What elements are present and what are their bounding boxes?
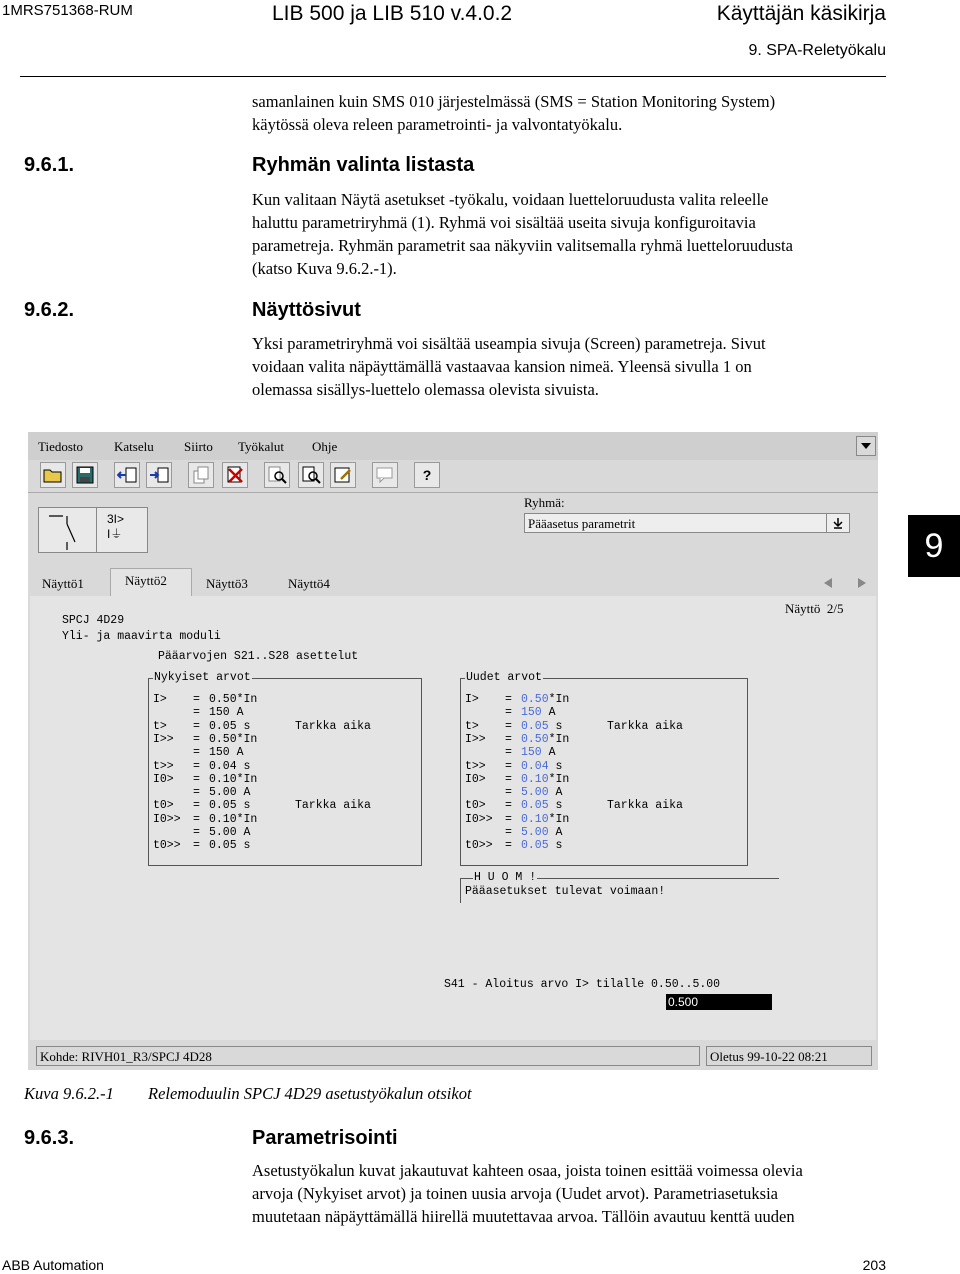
param-value: 5.00 xyxy=(209,826,237,839)
param-equals: = xyxy=(193,719,200,733)
header-rule xyxy=(20,76,886,77)
relay-icon-text: 3I> xyxy=(107,512,125,526)
param-value[interactable]: 0.05 xyxy=(521,719,549,733)
param-equals: = xyxy=(505,693,512,706)
open-folder-icon[interactable] xyxy=(40,462,66,488)
para-line: Yksi parametriryhmä voi sisältää useampia sivuja (Screen) parametreja. Sivut xyxy=(252,334,766,353)
param-equals: = xyxy=(193,839,200,853)
page-tabs xyxy=(28,566,878,596)
param-label: I0>> xyxy=(465,812,493,826)
chapter-title: 9. SPA-Reletyökalu xyxy=(748,42,886,59)
relay-icon[interactable] xyxy=(96,507,148,553)
switch-icon[interactable] xyxy=(38,507,98,553)
footer-company: ABB Automation xyxy=(2,1257,104,1273)
menu-tools[interactable]: Työkalut xyxy=(238,439,285,454)
param-label: I> xyxy=(153,693,167,706)
notice-title: H U O M ! xyxy=(474,871,537,884)
param-label: I0> xyxy=(465,772,486,786)
param-label: t0>> xyxy=(153,839,181,853)
param-unit: s xyxy=(236,839,251,853)
param-label: I0> xyxy=(153,772,174,786)
param-label: I>> xyxy=(465,732,486,746)
param-label: t0>> xyxy=(465,839,493,853)
notice-box xyxy=(460,871,779,903)
para-line: Asetustyökalun kuvat jakautuvat kahteen osaa, joista toinen esittää voimessa olevia xyxy=(252,1161,803,1180)
param-equals: = xyxy=(505,759,512,773)
relay-icon-text: I⏚ xyxy=(107,527,123,541)
section-number: 9.6.2. xyxy=(24,299,75,321)
new-values-title: Uudet arvot xyxy=(466,671,542,684)
param-unit: s xyxy=(236,759,251,773)
settings-page-icon[interactable] xyxy=(188,462,214,488)
param-unit: s xyxy=(236,719,251,733)
param-equals: = xyxy=(193,759,200,773)
para-line: (katso Kuva 9.6.2.-1). xyxy=(252,259,397,278)
section-title: Ryhmän valinta listasta xyxy=(252,154,475,176)
section-paragraph xyxy=(252,332,892,401)
param-label: I>> xyxy=(153,732,174,746)
page-number: 203 xyxy=(862,1257,886,1273)
menu-bar xyxy=(28,432,878,460)
param-label: t0> xyxy=(465,799,486,813)
doc-id: 1MRS751368-RUM xyxy=(2,2,133,19)
param-unit: A xyxy=(236,826,251,839)
toolbar xyxy=(28,460,878,493)
section-title: Näyttösivut xyxy=(252,299,361,321)
menu-view[interactable]: Katselu xyxy=(114,439,154,454)
param-unit: s xyxy=(548,839,563,853)
section-number: 9.6.3. xyxy=(24,1127,75,1149)
status-target: Kohde: RIVH01_R3/SPCJ 4D28 xyxy=(36,1046,700,1066)
param-label: t>> xyxy=(465,759,486,773)
para-line: haluttu parametriryhmä (1). Ryhmä voi sisältää useita sivuja konfiguroitavia xyxy=(252,213,756,232)
param-note: Tarkka aika xyxy=(295,719,371,733)
param-label: I> xyxy=(465,693,479,706)
param-equals: = xyxy=(193,786,200,800)
arrow-down-icon[interactable] xyxy=(826,514,849,532)
upload-icon[interactable] xyxy=(114,462,140,488)
notice-text: Pääasetukset tulevat voimaan! xyxy=(465,885,666,898)
param-value[interactable]: 0.10 xyxy=(521,812,549,826)
para-line: voidaan valita näpäyttämällä vastaavaa kansion nimeä. Yleensä sivulla 1 on xyxy=(252,357,752,376)
param-unit: s xyxy=(236,799,251,813)
tab-screen2[interactable]: Näyttö2 xyxy=(110,568,192,596)
menu-help[interactable]: Ohje xyxy=(312,439,338,454)
group-select[interactable] xyxy=(524,513,850,533)
tab-screen4[interactable]: Näyttö4 xyxy=(288,576,330,591)
section-title: Parametrisointi xyxy=(252,1127,398,1149)
product-name: LIB 500 ja LIB 510 v.4.0.2 xyxy=(272,2,513,25)
comment-icon[interactable] xyxy=(372,462,398,488)
param-equals: = xyxy=(193,706,200,720)
input-prompt: S41 - Aloitus arvo I> tilalle 0.50..5.00 xyxy=(444,978,721,991)
figure-caption: Relemoduulin SPCJ 4D29 asetustyökalun otsikot xyxy=(148,1084,472,1103)
param-equals: = xyxy=(505,706,512,720)
param-unit: *In xyxy=(236,732,258,746)
param-unit: A xyxy=(236,786,251,800)
param-value[interactable]: 0.05 xyxy=(521,799,549,813)
edit-page-icon[interactable] xyxy=(330,462,356,488)
param-label: t>> xyxy=(153,759,174,773)
tab-screen1[interactable]: Näyttö1 xyxy=(42,576,84,591)
tab-screen3[interactable]: Näyttö3 xyxy=(206,576,248,591)
param-equals: = xyxy=(505,746,512,760)
param-value[interactable]: 5.00 xyxy=(521,786,549,800)
param-label: t> xyxy=(465,719,479,733)
selection-panel xyxy=(28,493,878,563)
param-equals: = xyxy=(193,732,200,746)
param-unit: *In xyxy=(236,812,258,826)
intro-line: käytössä oleva releen parametrointi- ja valvontatyökalu. xyxy=(252,115,623,134)
chapter-tab: 9 xyxy=(908,515,960,577)
param-value: 0.10 xyxy=(209,772,237,786)
param-unit: A xyxy=(548,786,563,800)
value-input[interactable]: 0.500 xyxy=(666,994,772,1010)
menu-transfer[interactable]: Siirto xyxy=(184,439,213,454)
param-unit: *In xyxy=(548,732,570,746)
param-equals: = xyxy=(505,772,512,786)
param-unit: s xyxy=(548,719,563,733)
param-equals: = xyxy=(505,839,512,853)
save-icon[interactable] xyxy=(72,462,98,488)
parameter-screen xyxy=(30,596,876,1040)
delete-icon[interactable] xyxy=(222,462,248,488)
para-line: olemassa sisällys-luettelo olemassa olevista sivuista. xyxy=(252,380,599,399)
param-value: 150 xyxy=(209,706,230,720)
param-unit: *In xyxy=(236,693,258,706)
section-number: 9.6.1. xyxy=(24,154,75,176)
param-unit: s xyxy=(548,759,563,773)
param-value: 150 xyxy=(209,746,230,760)
intro-line: samanlainen kuin SMS 010 järjestelmässä (SMS = Station Monitoring System) xyxy=(252,92,776,111)
param-note: Tarkka aika xyxy=(607,799,683,813)
tab-prev-icon[interactable] xyxy=(818,574,838,592)
param-value: 0.05 xyxy=(209,719,237,733)
param-equals: = xyxy=(193,772,200,786)
param-value[interactable]: 150 xyxy=(521,746,542,760)
param-unit: A xyxy=(229,706,244,720)
section-paragraph xyxy=(252,188,892,280)
param-value: 0.50 xyxy=(209,693,237,706)
current-values-box xyxy=(148,671,422,866)
param-unit: *In xyxy=(236,772,258,786)
param-label: I0>> xyxy=(153,812,181,826)
param-equals: = xyxy=(505,826,512,839)
param-unit: *In xyxy=(548,772,570,786)
param-equals: = xyxy=(505,732,512,746)
param-equals: = xyxy=(505,719,512,733)
device-description: Yli- ja maavirta moduli xyxy=(62,630,221,643)
menu-file[interactable]: Tiedosto xyxy=(38,439,84,454)
param-equals: = xyxy=(193,693,200,706)
param-label: t0> xyxy=(153,799,174,813)
search-page-icon[interactable] xyxy=(264,462,290,488)
group-label: Ryhmä: xyxy=(524,495,565,510)
param-equals: = xyxy=(505,786,512,800)
figure-number: Kuva 9.6.2.-1 xyxy=(24,1084,114,1103)
tab-next-icon[interactable] xyxy=(852,574,872,592)
param-value[interactable]: 0.10 xyxy=(521,772,549,786)
param-value[interactable]: 5.00 xyxy=(521,826,549,839)
param-equals: = xyxy=(193,812,200,826)
param-equals: = xyxy=(193,826,200,839)
screen-subtitle: Pääarvojen S21..S28 asettelut xyxy=(158,650,359,663)
param-value: 0.05 xyxy=(209,799,237,813)
param-equals: = xyxy=(505,799,512,813)
param-equals: = xyxy=(193,746,200,760)
param-unit: *In xyxy=(548,693,570,706)
relay-tool-window xyxy=(28,432,878,1070)
new-values-box xyxy=(460,671,748,866)
status-bar xyxy=(28,1040,878,1070)
status-timestamp: Oletus 99-10-22 08:21 xyxy=(706,1046,872,1066)
param-unit: A xyxy=(229,746,244,760)
manual-title: Käyttäjän käsikirja xyxy=(716,2,886,25)
section-paragraph xyxy=(252,1159,892,1228)
param-unit: *In xyxy=(548,812,570,826)
param-value[interactable]: 0.05 xyxy=(521,839,549,853)
current-values-title: Nykyiset arvot xyxy=(154,671,251,684)
param-label: t> xyxy=(153,719,167,733)
param-unit: s xyxy=(548,799,563,813)
para-line: Kun valitaan Näytä asetukset -työkalu, voidaan luetteloruudusta valita releelle xyxy=(252,190,769,209)
page-indicator: Näyttö 2/5 xyxy=(785,601,844,616)
zoom-icon[interactable] xyxy=(298,462,324,488)
param-note: Tarkka aika xyxy=(607,719,683,733)
download-icon[interactable] xyxy=(146,462,172,488)
param-value: 0.10 xyxy=(209,812,237,826)
param-note: Tarkka aika xyxy=(295,799,371,813)
param-equals: = xyxy=(505,812,512,826)
param-value[interactable]: 0.50 xyxy=(521,693,549,706)
para-line: muutetaan näpäyttämällä hiirellä muutettavaa arvoa. Tällöin avautuu kenttä uuden xyxy=(252,1207,795,1226)
help-icon[interactable]: ? xyxy=(414,462,440,488)
para-line: arvoja (Nykyiset arvot) ja toinen uusia arvoja (Uudet arvot). Parametriasetuksia xyxy=(252,1184,778,1203)
param-unit: A xyxy=(541,706,556,720)
param-value: 0.04 xyxy=(209,759,237,773)
group-select-value: Pääasetus parametrit xyxy=(528,516,636,531)
param-value: 0.05 xyxy=(209,839,237,853)
para-line: parametreja. Ryhmän parametrit saa näkyviin valitsemalla ryhmä luetteloruudusta xyxy=(252,236,793,255)
param-unit: A xyxy=(541,746,556,760)
param-equals: = xyxy=(193,799,200,813)
dropdown-arrow-icon[interactable] xyxy=(856,436,876,456)
param-value: 5.00 xyxy=(209,786,237,800)
device-name: SPCJ 4D29 xyxy=(62,614,125,627)
param-value[interactable]: 150 xyxy=(521,706,542,720)
param-unit: A xyxy=(548,826,563,839)
param-value[interactable]: 0.50 xyxy=(521,732,549,746)
intro-paragraph xyxy=(252,90,892,136)
param-value: 0.50 xyxy=(209,732,237,746)
param-value[interactable]: 0.04 xyxy=(521,759,549,773)
